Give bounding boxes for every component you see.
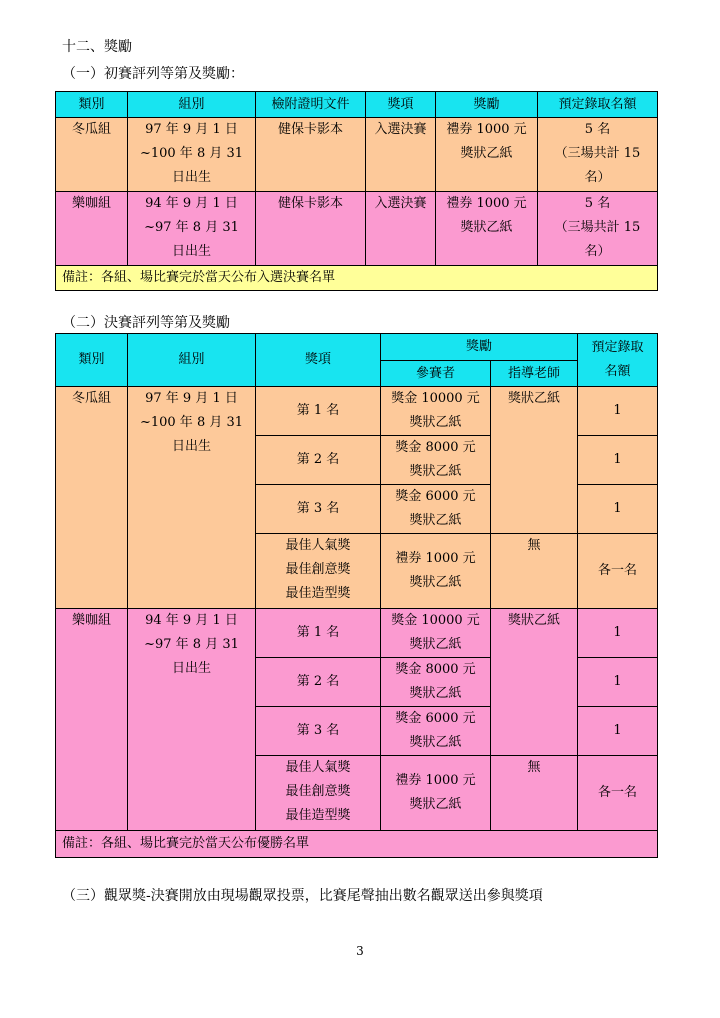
table2-note: 備註：各組、場比賽完於當天公布優勝名單: [56, 831, 658, 858]
participant-cell: [381, 756, 491, 831]
award-cell: 第 3 名: [256, 485, 381, 534]
table1-row-leka: [56, 192, 658, 266]
quota-header-line: 預定錄取: [591, 340, 644, 355]
header-group: 組別: [128, 92, 256, 118]
award-cell: 第 1 名: [256, 387, 381, 436]
final-awards-table: [55, 333, 658, 858]
table1-note: 備註：各組、場比賽完於當天公布入選決賽名單: [56, 266, 658, 291]
section-title: 十二、獎勵: [62, 39, 132, 55]
header-document: 檢附證明文件: [256, 92, 366, 118]
group-line: ~100 年 8 月 31: [139, 415, 244, 430]
quota-cell: 各一名: [578, 534, 658, 609]
participant-cell: [381, 485, 491, 534]
header-teacher: 指導老師: [491, 361, 578, 387]
award-line: 最佳造型獎: [285, 808, 351, 823]
participant-cell: [381, 609, 491, 658]
group-line: ~97 年 8 月 31: [144, 637, 239, 652]
table2-row: [56, 609, 658, 658]
quota-cell: 1: [578, 609, 658, 658]
award-cell: 第 1 名: [256, 609, 381, 658]
award-line: 最佳創意獎: [285, 562, 351, 577]
participant-cell: [381, 436, 491, 485]
document-cell: 健保卡影本: [256, 192, 366, 266]
quota-line: 5 名: [584, 196, 611, 211]
header-category: 類別: [56, 92, 128, 118]
group-line: 97 年 9 月 1 日: [145, 122, 238, 137]
header-reward: 獎勵: [436, 92, 538, 118]
group-line: 日出生: [171, 170, 211, 185]
participant-line: 獎金 8000 元: [395, 440, 476, 455]
quota-cell: 1: [578, 707, 658, 756]
group-cell: [128, 609, 256, 831]
group-line: 94 年 9 月 1 日: [145, 196, 238, 211]
group-line: 日出生: [171, 439, 211, 454]
table1-row-wingua: [56, 118, 658, 192]
participant-line: 獎狀乙紙: [409, 513, 462, 528]
participant-line: 獎狀乙紙: [409, 637, 462, 652]
group-line: 94 年 9 月 1 日: [145, 613, 238, 628]
header-award: 獎項: [366, 92, 436, 118]
table1-note-row: [56, 266, 658, 291]
quota-line: 5 名: [584, 122, 611, 137]
teacher-cell: 獎狀乙紙: [491, 609, 578, 756]
quota-cell: 各一名: [578, 756, 658, 831]
quota-line: 名）: [584, 170, 611, 185]
group-cell: [128, 387, 256, 609]
category-cell: 樂咖組: [56, 609, 128, 831]
reward-line: 禮券 1000 元: [446, 196, 527, 211]
preliminary-awards-table: [55, 91, 658, 291]
participant-line: 獎金 6000 元: [395, 489, 476, 504]
award-line: 最佳創意獎: [285, 784, 351, 799]
participant-line: 禮券 1000 元: [395, 551, 476, 566]
table1-heading: （一）初賽評列等第及獎勵：: [62, 66, 244, 82]
participant-line: 獎狀乙紙: [409, 797, 462, 812]
group-line: 日出生: [171, 661, 211, 676]
quota-cell: 1: [578, 436, 658, 485]
header-quota: 預定錄取名額: [538, 92, 658, 118]
reward-line: 獎狀乙紙: [460, 220, 513, 235]
group-line: ~97 年 8 月 31: [144, 220, 239, 235]
header-participant: 參賽者: [381, 361, 491, 387]
quota-cell: 1: [578, 658, 658, 707]
quota-line: （三場共計 15: [554, 146, 641, 161]
quota-line: （三場共計 15: [554, 220, 641, 235]
table2-heading: （二）決賽評列等第及獎勵: [62, 315, 230, 331]
quota-cell: [538, 118, 658, 192]
award-cell: 入選決賽: [366, 192, 436, 266]
table2-note-row: [56, 831, 658, 858]
quota-cell: [538, 192, 658, 266]
category-cell: 樂咖組: [56, 192, 128, 266]
teacher-cell: 獎狀乙紙: [491, 387, 578, 534]
audience-award-text: （三）觀眾獎-決賽開放由現場觀眾投票，比賽尾聲抽出數名觀眾送出參與獎項: [62, 888, 543, 904]
header-quota: [578, 334, 658, 387]
group-line: 97 年 9 月 1 日: [145, 391, 238, 406]
reward-line: 獎狀乙紙: [460, 146, 513, 161]
reward-cell: [436, 118, 538, 192]
award-line: 最佳造型獎: [285, 586, 351, 601]
award-cell: [256, 534, 381, 609]
participant-cell: [381, 534, 491, 609]
quota-cell: 1: [578, 387, 658, 436]
participant-line: 獎狀乙紙: [409, 575, 462, 590]
participant-line: 獎狀乙紙: [409, 735, 462, 750]
participant-line: 獎狀乙紙: [409, 686, 462, 701]
participant-cell: [381, 387, 491, 436]
category-cell: 冬瓜組: [56, 387, 128, 609]
participant-line: 獎金 8000 元: [395, 662, 476, 677]
participant-line: 獎狀乙紙: [409, 415, 462, 430]
group-line: 日出生: [171, 244, 211, 259]
quota-header-line: 名額: [604, 364, 631, 379]
table2-row: [56, 387, 658, 436]
quota-cell: 1: [578, 485, 658, 534]
table2-header-row: [56, 334, 658, 361]
quota-line: 名）: [584, 244, 611, 259]
participant-cell: [381, 658, 491, 707]
award-line: 最佳人氣獎: [285, 760, 351, 775]
reward-line: 禮券 1000 元: [446, 122, 527, 137]
header-group: 組別: [128, 334, 256, 387]
participant-line: 獎金 10000 元: [391, 391, 480, 406]
teacher-cell: 無: [491, 534, 578, 609]
participant-line: 獎狀乙紙: [409, 464, 462, 479]
award-cell: 第 3 名: [256, 707, 381, 756]
participant-line: 禮券 1000 元: [395, 773, 476, 788]
award-cell: [256, 756, 381, 831]
category-cell: 冬瓜組: [56, 118, 128, 192]
page-number: 3: [356, 944, 364, 958]
participant-line: 獎金 6000 元: [395, 711, 476, 726]
reward-cell: [436, 192, 538, 266]
award-line: 最佳人氣獎: [285, 538, 351, 553]
teacher-cell: 無: [491, 756, 578, 831]
header-award: 獎項: [256, 334, 381, 387]
award-cell: 入選決賽: [366, 118, 436, 192]
header-category: 類別: [56, 334, 128, 387]
participant-line: 獎金 10000 元: [391, 613, 480, 628]
award-cell: 第 2 名: [256, 436, 381, 485]
award-cell: 第 2 名: [256, 658, 381, 707]
group-line: ~100 年 8 月 31: [139, 146, 244, 161]
header-reward: 獎勵: [381, 334, 578, 361]
group-cell: [128, 192, 256, 266]
table1-header-row: [56, 92, 658, 118]
participant-cell: [381, 707, 491, 756]
document-cell: 健保卡影本: [256, 118, 366, 192]
group-cell: [128, 118, 256, 192]
